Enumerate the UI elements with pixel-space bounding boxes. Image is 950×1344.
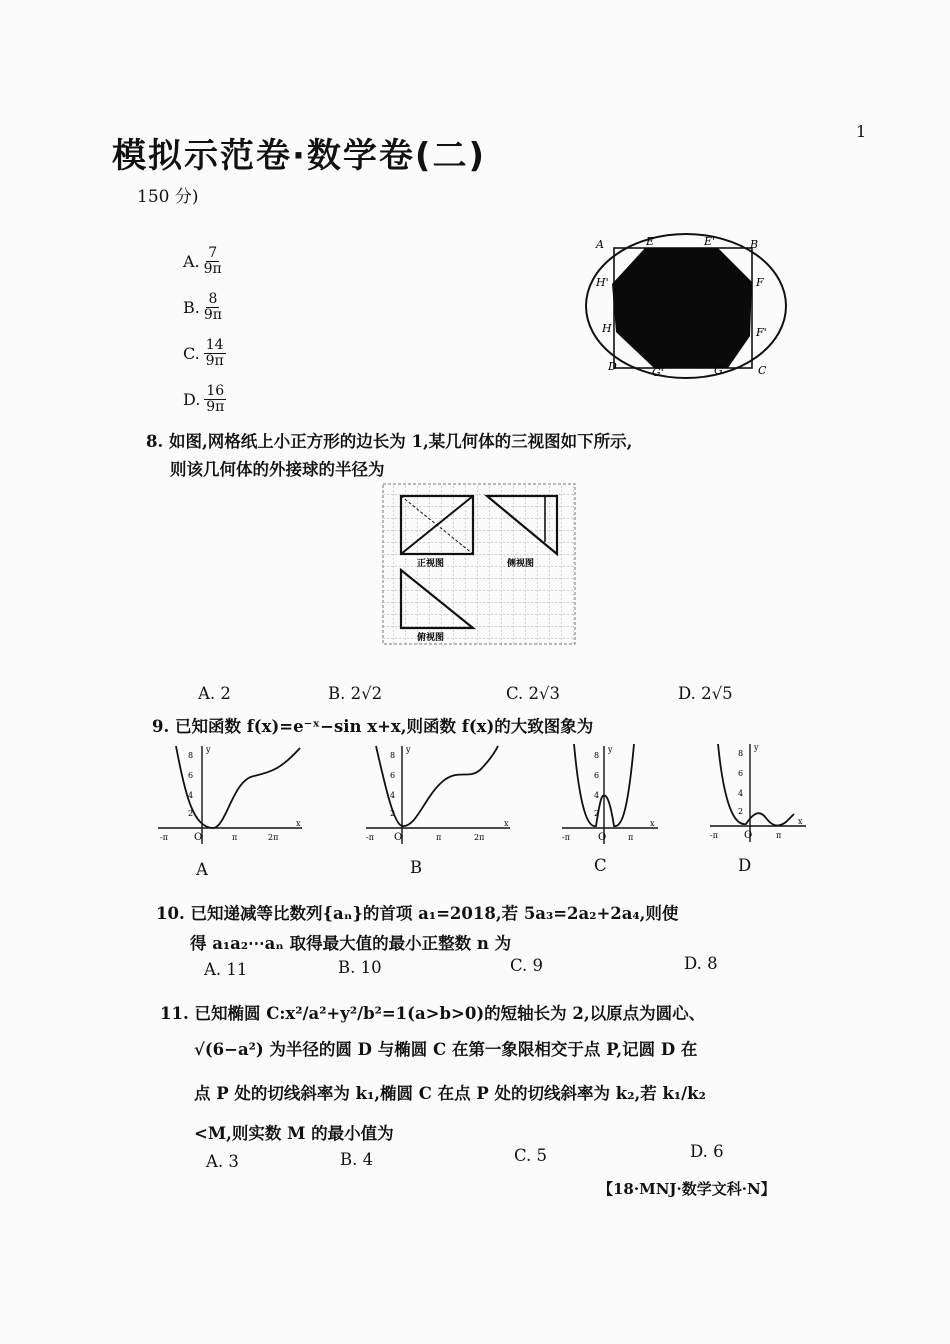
q9-graph-a	[154, 740, 304, 850]
svg-text:6: 6	[390, 771, 396, 780]
q11-stem-line3: 点 P 处的切线斜率为 k₁,椭圆 C 在点 P 处的切线斜率为 k₂,若 k₁/k₂	[194, 1084, 706, 1103]
svg-text:-π: -π	[710, 831, 718, 840]
svg-text:6: 6	[188, 771, 194, 780]
svg-text:E: E	[646, 235, 655, 248]
q11-stem-line4: <M,则实数 M 的最小值为	[194, 1124, 394, 1143]
q8-option-b: B. 2√2	[328, 684, 383, 703]
q9-graph-a-label: A	[196, 860, 208, 879]
svg-text:π: π	[232, 833, 238, 842]
svg-text:8: 8	[738, 749, 744, 758]
q7-option-a: A. $\frac{7}{9\pi}$	[183, 245, 222, 278]
svg-text:F: F	[756, 276, 764, 289]
svg-text:2: 2	[390, 809, 396, 818]
svg-text:y: y	[206, 745, 211, 754]
svg-text:O: O	[598, 832, 607, 843]
svg-text:H: H	[602, 322, 612, 335]
q9-graph-b-label: B	[410, 858, 423, 877]
q9-graph-d	[706, 738, 810, 848]
q7-option-b: B. $\frac{8}{9\pi}$	[183, 291, 222, 324]
q8-stem-line1: 8. 如图,网格纸上小正方形的边长为 1,某几何体的三视图如下所示,	[146, 432, 633, 451]
q10-stem-line2: 得 a₁a₂⋯aₙ 取得最大值的最小正整数 n 为	[190, 934, 512, 953]
q11-option-c: C. 5	[514, 1146, 548, 1165]
fraction: $\frac{14}{9\pi}$	[205, 337, 224, 370]
svg-text:8: 8	[390, 751, 396, 760]
svg-text:x: x	[798, 817, 803, 826]
svg-text:2: 2	[188, 809, 194, 818]
svg-text:O: O	[744, 830, 753, 841]
svg-text:4: 4	[188, 791, 194, 800]
grid-paper	[383, 484, 575, 644]
fraction: $\frac{16}{9\pi}$	[206, 383, 225, 416]
svg-text:-π: -π	[160, 833, 168, 842]
q7-option-c: C. $\frac{14}{9\pi}$	[183, 337, 224, 370]
q8-option-c: C. 2√3	[506, 684, 561, 703]
svg-text:D: D	[608, 360, 617, 373]
q9-graph-d-label: D	[738, 856, 752, 875]
svg-text:F': F'	[756, 326, 767, 339]
q11-stem-line2: √(6−a²) 为半径的圆 D 与椭圆 C 在第一象限相交于点 P,记圆 D 在	[194, 1040, 698, 1059]
fraction: $\frac{7}{9\pi}$	[203, 245, 222, 278]
q10-option-c: C. 9	[510, 956, 544, 975]
front-view-label: 正视图	[417, 559, 445, 569]
curve	[176, 746, 300, 828]
svg-text:2: 2	[738, 807, 744, 816]
score-note: 150 分)	[137, 187, 199, 207]
octagon	[612, 248, 752, 368]
q9-graph-c-label: C	[594, 856, 607, 875]
svg-text:2: 2	[594, 809, 600, 818]
q8-option-d: D. 2√5	[678, 684, 733, 703]
q9-stem: 9. 已知函数 f(x)=e⁻ˣ−sin x+x,则函数 f(x)的大致图象为	[152, 717, 594, 736]
curve	[718, 744, 794, 825]
footer-code: 【18·MNJ·数学文科·N】	[598, 1180, 776, 1198]
svg-text:H': H'	[596, 276, 609, 289]
svg-text:6: 6	[738, 769, 744, 778]
svg-text:x: x	[650, 819, 655, 828]
q11-option-a: A. 3	[206, 1152, 239, 1171]
svg-text:E': E'	[704, 235, 716, 248]
svg-text:x: x	[296, 819, 301, 828]
side-view-label: 侧视图	[507, 559, 535, 569]
q11-option-b: B. 4	[340, 1150, 374, 1169]
svg-text:A: A	[596, 238, 604, 251]
top-view-label: 俯视图	[417, 633, 445, 643]
svg-text:-π: -π	[562, 833, 570, 842]
svg-text:4: 4	[594, 791, 600, 800]
svg-text:4: 4	[738, 789, 744, 798]
q11-option-d: D. 6	[690, 1142, 724, 1161]
svg-text:O: O	[394, 832, 403, 843]
svg-text:2π: 2π	[474, 833, 485, 842]
svg-text:O: O	[194, 832, 203, 843]
svg-text:-π: -π	[366, 833, 374, 842]
q10-stem-line1: 10. 已知递减等比数列{aₙ}的首项 a₁=2018,若 5a₃=2a₂+2a₄,则使	[156, 904, 679, 923]
q7-octagon-figure	[580, 228, 800, 388]
q10-option-b: B. 10	[338, 958, 382, 977]
q8-three-view-grid	[381, 482, 577, 646]
q11-stem-line1: 11. 已知椭圆 C:x²/a²+y²/b²=1(a>b>0)的短轴长为 2,以原点为圆心、	[160, 1004, 706, 1023]
svg-text:4: 4	[390, 791, 396, 800]
svg-text:B: B	[750, 238, 759, 251]
q9-graph-b	[362, 740, 512, 850]
svg-text:2π: 2π	[268, 833, 279, 842]
q9-graph-c	[558, 740, 668, 850]
svg-text:x: x	[504, 819, 509, 828]
svg-text:π: π	[776, 831, 782, 840]
svg-text:6: 6	[594, 771, 600, 780]
svg-text:y: y	[406, 745, 411, 754]
svg-text:y: y	[754, 743, 759, 752]
q10-option-d: D. 8	[684, 954, 718, 973]
svg-text:C: C	[758, 364, 767, 377]
page-number: 1	[856, 122, 867, 141]
svg-text:8: 8	[594, 751, 600, 760]
q8-option-a: A. 2	[198, 684, 231, 703]
fraction: $\frac{8}{9\pi}$	[203, 291, 222, 324]
page-title: 模拟示范卷·数学卷(二)	[112, 136, 486, 176]
svg-text:G: G	[714, 364, 723, 377]
q7-option-d: D. $\frac{16}{9\pi}$	[183, 383, 225, 416]
q8-stem-line2: 则该几何体的外接球的半径为	[170, 460, 385, 479]
svg-text:G': G'	[652, 366, 664, 379]
q10-option-a: A. 11	[204, 960, 248, 979]
svg-text:8: 8	[188, 751, 194, 760]
svg-text:π: π	[436, 833, 442, 842]
svg-text:y: y	[608, 745, 613, 754]
svg-text:π: π	[628, 833, 634, 842]
